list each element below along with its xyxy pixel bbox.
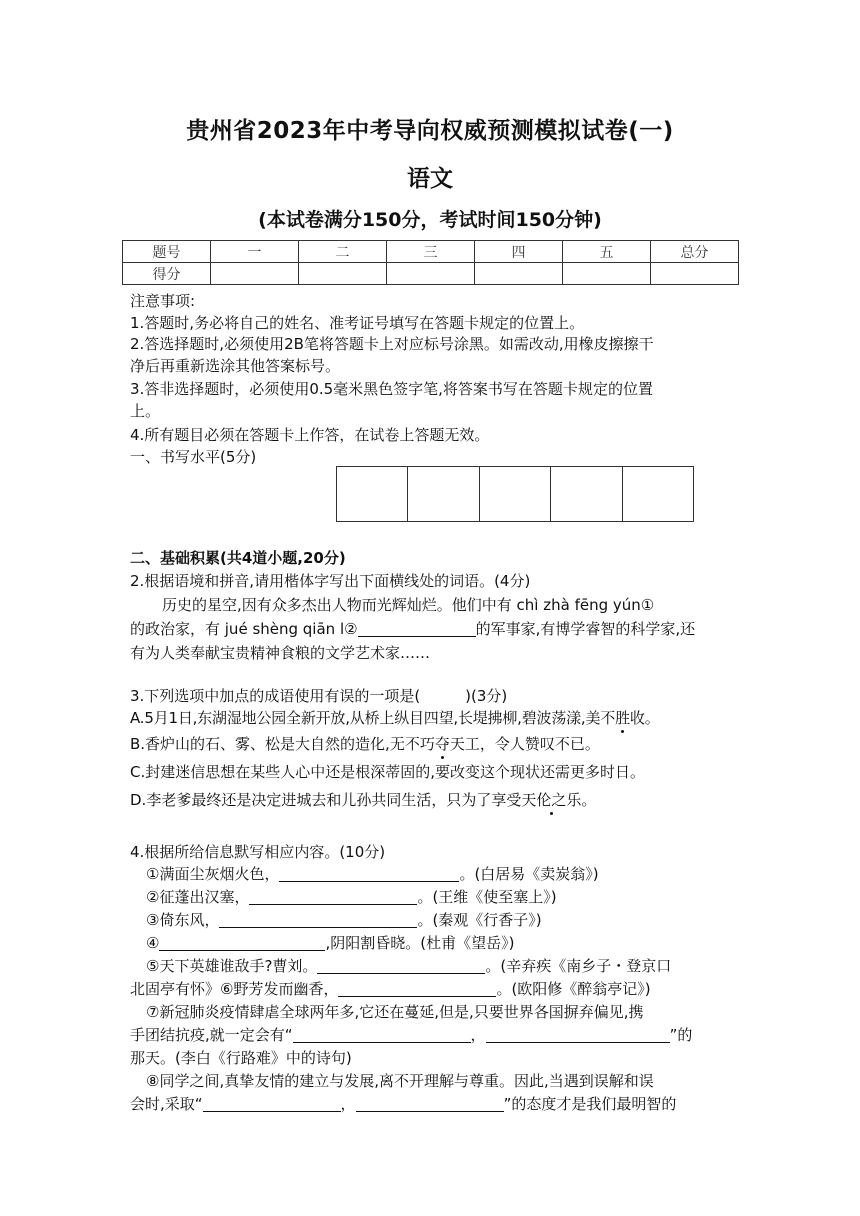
instruction-2: 2.答选择题时,必须使用2B笔将答题卡上对应标号涂黑。如需改动,用橡皮擦擦干 <box>130 335 654 353</box>
score-header-cell: 二 <box>299 241 387 263</box>
instructions-title: 注意事项: <box>130 292 196 310</box>
q4-stem: 4.根据所给信息默写相应内容。(10分) <box>130 843 386 861</box>
item-text: 。(白居易《卖炭翁》) <box>459 865 599 883</box>
instruction-1: 1.答题时,务必将自己的姓名、准考证号填写在答题卡规定的位置上。 <box>130 314 585 332</box>
q2-para-line-3: 有为人类奉献宝贵精神食粮的文学艺术家…… <box>130 644 431 662</box>
score-cell <box>299 263 387 285</box>
q4-item-5 <box>146 956 671 976</box>
fill-blank <box>486 1026 670 1043</box>
score-cell <box>563 263 651 285</box>
q4-item-7: ⑦新冠肺炎疫情肆虐全球两年多,它还在蔓延,但是,只要世界各国摒弃偏见,携 <box>146 1003 644 1021</box>
score-header-cell: 四 <box>475 241 563 263</box>
q2-stem: 2.根据语境和拼音,请用楷体字写出下面横线处的词语。(4分) <box>130 572 531 590</box>
exam-title: 贵州省2023年中考导向权威预测模拟试卷(一) <box>186 118 674 144</box>
q2-text: 的政治家，有 jué shèng qiān l② <box>130 620 358 638</box>
item-text: ⑤天下英雄谁敌手?曹刘。 <box>146 957 318 975</box>
fill-blank <box>293 1026 471 1043</box>
option-text: 。 <box>644 709 660 727</box>
item-text: 。(辛弃疾《南乡子・登京口 <box>485 957 672 975</box>
item-text: 。(王维《使至塞上》) <box>417 888 557 906</box>
q3-option-a <box>130 708 660 728</box>
fill-blank <box>338 980 496 997</box>
score-header-cell: 总分 <box>651 241 739 263</box>
item-text: ④ <box>146 934 160 952</box>
item-text: ， <box>340 1095 356 1113</box>
handwriting-cell <box>623 467 693 521</box>
item-text: 。(秦观《行香子》) <box>417 911 542 929</box>
item-text: 手团结抗疫,就一定会有“ <box>130 1026 293 1044</box>
item-text: ①满面尘灰烟火色， <box>146 865 280 883</box>
q4-item-1 <box>146 864 599 884</box>
q4-item-3 <box>146 910 542 930</box>
handwriting-cell <box>480 467 551 521</box>
score-cell <box>475 263 563 285</box>
q4-item-7-cont <box>130 1025 692 1045</box>
handwriting-cell <box>408 467 479 521</box>
q2-text: 的军事家,有博学睿智的科学家,还 <box>475 620 696 638</box>
fill-blank <box>203 1095 341 1112</box>
score-header-cell: 一 <box>211 241 299 263</box>
fill-blank <box>356 1095 504 1112</box>
fill-blank <box>249 888 417 905</box>
item-text: 。(欧阳修《醉翁亭记》) <box>496 980 651 998</box>
q2-para-line-1: 历史的星空,因有众多杰出人物而光辉灿烂。他们中有 chì zhà fēng yún① <box>162 596 655 614</box>
score-header-cell: 题号 <box>123 241 211 263</box>
part1-title: 一、书写水平(5分) <box>130 448 257 466</box>
score-header-cell: 五 <box>563 241 651 263</box>
item-text: ， <box>470 1026 486 1044</box>
handwriting-grid <box>336 466 694 522</box>
exam-note: (本试卷满分150分，考试时间150分钟) <box>258 209 602 231</box>
item-text: ”的 <box>669 1026 693 1044</box>
instruction-3: 3.答非选择题时，必须使用0.5毫米黑色签字笔,将答案书写在答题卡规定的位置 <box>130 380 653 398</box>
part2-title: 二、基础积累(共4道小题,20分) <box>130 549 346 567</box>
q3-option-d <box>130 790 596 810</box>
fill-blank <box>317 957 485 974</box>
score-header-cell: 三 <box>387 241 475 263</box>
dotted-idiom: 不巧夺天工 <box>404 735 480 753</box>
item-text: 北固亭有怀》⑥野芳发而幽香， <box>130 980 339 998</box>
item-text: ”的态度才是我们最明智的 <box>503 1095 677 1113</box>
option-text: 。 <box>581 791 597 809</box>
score-cell <box>211 263 299 285</box>
score-table-score-row <box>123 263 739 285</box>
item-text: ,阴阳割昏晓。(杜甫《望岳》) <box>325 934 515 952</box>
option-text: B.香炉山的石、雾、松是大自然的造化,无 <box>130 735 405 753</box>
score-row-label: 得分 <box>123 263 211 285</box>
q4-item-8: ⑧同学之间,真挚友情的建立与发展,离不开理解与尊重。因此,当遇到误解和误 <box>146 1072 654 1090</box>
q2-blank-2 <box>358 620 476 637</box>
option-text: A.5月1日,东湖湿地公园全新开放,从桥上纵目四望,长堤拂柳,碧波荡漾,美 <box>130 709 601 727</box>
item-text: ②征蓬出汉塞， <box>146 888 250 906</box>
fill-blank <box>279 865 459 882</box>
q3-option-c: C.封建迷信思想在某些人心中还是根深蒂固的,要改变这个现状还需更多时日。 <box>130 763 646 781</box>
q4-item-2 <box>146 887 557 907</box>
subject-title: 语文 <box>407 166 453 192</box>
score-table <box>122 240 739 285</box>
instruction-3-cont: 上。 <box>130 402 161 420</box>
instruction-2-cont: 净后再重新选涂其他答案标号。 <box>130 357 341 375</box>
q2-para-line-2 <box>130 619 695 639</box>
q4-item-4 <box>146 933 514 953</box>
q4-item-6 <box>130 979 651 999</box>
instruction-4: 4.所有题目必须在答题卡上作答，在试卷上答题无效。 <box>130 426 490 444</box>
score-cell <box>651 263 739 285</box>
handwriting-cell <box>337 467 408 521</box>
fill-blank <box>159 934 325 951</box>
item-text: ③倚东风， <box>146 911 220 929</box>
dotted-idiom: 天伦之乐 <box>521 791 582 809</box>
q4-item-7-end: 那天。(李白《行路难》中的诗句) <box>130 1049 352 1067</box>
q3-option-b <box>130 734 600 754</box>
dotted-idiom: 不胜收 <box>600 709 645 727</box>
option-text: D.李老爹最终还是决定进城去和儿孙共同生活，只为了享受 <box>130 791 522 809</box>
score-cell <box>387 263 475 285</box>
q3-stem: 3.下列选项中加点的成语使用有误的一项是( )(3分) <box>130 687 508 705</box>
handwriting-cell <box>551 467 622 521</box>
fill-blank <box>219 911 417 928</box>
score-table-header-row <box>123 241 739 263</box>
item-text: 会时,采取“ <box>130 1095 203 1113</box>
q4-item-8-cont <box>130 1094 676 1114</box>
option-text: ，令人赞叹不已。 <box>479 735 600 753</box>
